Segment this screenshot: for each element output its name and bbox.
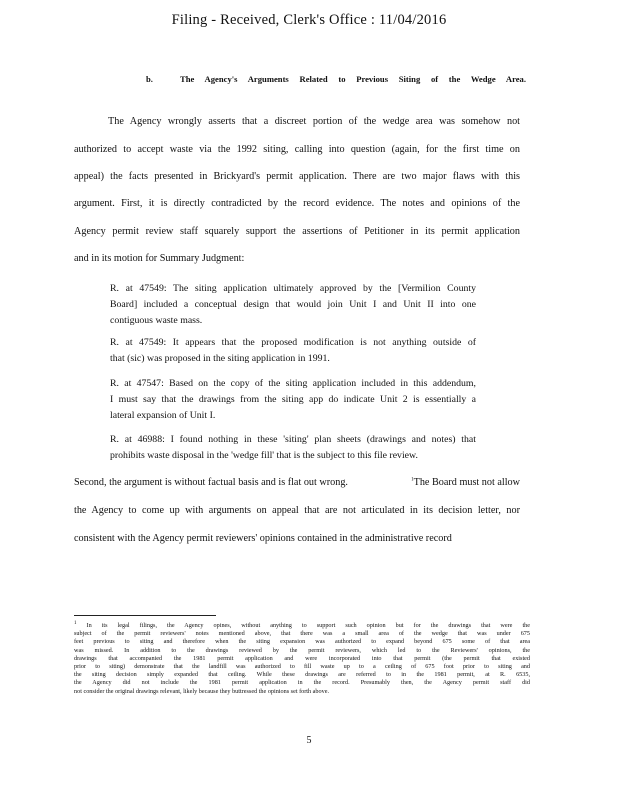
section-title: The Agency's Arguments Related to Previous Siting of the Wedge Area.	[180, 74, 526, 84]
section-letter: b.	[146, 74, 153, 84]
filing-header: Filing - Received, Clerk's Office : 11/04/2016	[171, 12, 447, 28]
footnote-1	[74, 622, 530, 696]
footnote-line-8: the Agency did not include the 1981 permit application in the record. Presumably then, the Agency permit staff did	[74, 679, 530, 687]
quote-4-line-1: R. at 46988: I found nothing in these 'siting' plan sheets (drawings and notes) that	[110, 434, 476, 445]
footnote-marker: 1	[74, 620, 77, 626]
block-quote-4	[110, 432, 476, 464]
footnote-line-5: drawings that accompanied the 1981 permit application and were incorporated into that permit (the permit that existed	[74, 654, 530, 662]
paragraph-1-line-2: authorized to accept waste via the 1992 siting, calling into question (again, for the first time on	[74, 144, 520, 155]
quote-1-line-2: Board] included a conceptual design that would join Unit I and Unit II into one	[110, 299, 476, 310]
paragraph-2-line-1-part-b	[411, 477, 520, 488]
block-quote-1	[110, 281, 476, 329]
section-heading	[146, 74, 526, 85]
footnote-line-3: feet previous to siting and therefore when the siting expansion was authorized to expand beyond 675 some of that area	[74, 638, 530, 646]
quote-1-line-3: contiguous waste mass.	[110, 315, 203, 326]
quote-3-line-2: I must say that the drawings from the siting app do indicate Unit 2 is essentially a	[110, 394, 476, 405]
paragraph-1-line-4: argument. First, it is directly contradicted by the record evidence. The notes and opinions of the	[74, 198, 520, 209]
quote-2-line-2: that (sic) was proposed in the siting application in 1991.	[110, 353, 330, 364]
footnote-line-1-text: In its legal filings, the Agency opines, without anything to support such opinion but for the drawings that were the	[86, 622, 531, 629]
paragraph-2-line-1	[74, 477, 520, 488]
quote-2-line-1: R. at 47549: It appears that the proposed modification is not anything outside of	[110, 337, 476, 348]
footnote-line-4: was missed. In addition to the drawings reviewed by the permit reviewers, which led to the Reviewers' opinions, the	[74, 646, 530, 654]
paragraph-1-line-3: appeal) the facts presented in Brickyard's permit application. There are two major flaws with this	[74, 171, 520, 182]
quote-3-line-3: lateral expansion of Unit I.	[110, 410, 216, 421]
block-quote-2	[110, 335, 476, 367]
footnote-divider	[74, 615, 216, 616]
paragraph-1-line-6: and in its motion for Summary Judgment:	[74, 253, 245, 264]
footnote-line-6: prior to siting) demonstrate that the landfill was authorized to fill waste up to a ceiling of 675 foot prior to siting and	[74, 663, 530, 671]
quote-1-line-1: R. at 47549: The siting application ultimately approved by the [Vermilion County	[110, 283, 476, 294]
block-quote-3	[110, 376, 476, 424]
paragraph-2-line-3: consistent with the Agency permit reviewers' opinions contained in the administrative record	[74, 533, 452, 544]
quote-4-line-2: prohibits waste disposal in the 'wedge fill' that is the subject to this file review.	[110, 450, 418, 461]
page-number: 5	[306, 735, 312, 746]
footnote-reference: 1	[411, 477, 414, 483]
quote-3-line-1: R. at 47547: Based on the copy of the siting application included in this addendum,	[110, 378, 476, 389]
paragraph-1-line-5: Agency permit review staff squarely support the assertions of Petitioner in its permit application	[74, 226, 520, 237]
paragraph-2-line-2: the Agency to come up with arguments on appeal that are not articulated in its decision letter, nor	[74, 505, 520, 516]
footnote-line-1	[74, 622, 530, 630]
footnote-line-7: the siting decision simply expanded that ceiling. While these drawings are referred to in the 1981 permit, at R. 6535,	[74, 671, 530, 679]
paragraph-2-line-1-continuation: The Board must not allow	[413, 477, 520, 488]
paragraph-1-line-1: The Agency wrongly asserts that a discreet portion of the wedge area was somehow not	[108, 116, 520, 127]
paragraph-2-line-1-part-a: Second, the argument is without factual basis and is flat out wrong.	[74, 477, 348, 488]
footnote-line-9: not consider the original drawings relevant, likely because they buttressed the opinions set forth above.	[74, 687, 329, 695]
footnote-line-2: subject of the permit reviewers' notes mentioned above, that there was a small area of the wedge that was under 675	[74, 630, 530, 638]
